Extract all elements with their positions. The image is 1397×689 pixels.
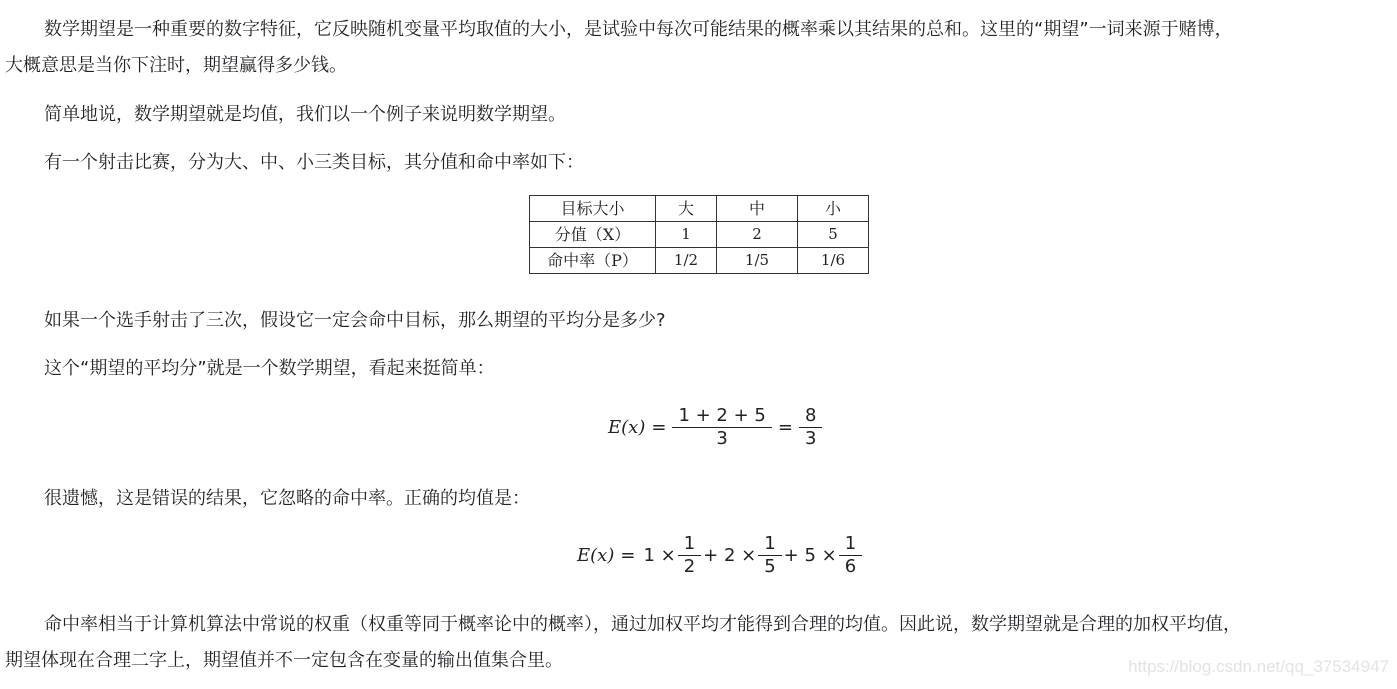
numerator: 1 xyxy=(764,533,776,554)
numerator: 1 + 2 + 5 xyxy=(678,405,766,426)
table-cell: 1/5 xyxy=(717,248,798,274)
fraction xyxy=(802,405,819,450)
paragraph-line: 大概意思是当你下注时，期望赢得多少钱。 xyxy=(5,55,347,76)
equals-sign: = xyxy=(777,417,793,438)
formula-lhs: E(x) xyxy=(608,417,646,438)
table-cell: 1/2 xyxy=(656,248,717,274)
fraction xyxy=(681,533,698,578)
table-cell: 目标大小 xyxy=(530,196,656,222)
table-cell: 大 xyxy=(656,196,717,222)
equals-sign: = xyxy=(651,417,667,438)
denominator: 3 xyxy=(672,427,771,450)
table-row xyxy=(530,248,869,274)
formula-lhs: E(x) xyxy=(577,545,615,566)
paragraph-simple-explanation: 简单地说，数学期望就是均值，我们以一个例子来说明数学期望。 xyxy=(44,104,566,125)
paragraph-correction: 很遗憾，这是错误的结果，它忽略的命中率。正确的均值是： xyxy=(44,488,530,509)
table-cell: 1/6 xyxy=(798,248,869,274)
denominator: 6 xyxy=(839,555,862,578)
fraction xyxy=(675,405,768,450)
denominator: 3 xyxy=(799,427,822,450)
table-cell: 小 xyxy=(798,196,869,222)
paragraph-line: 命中率相当于计算机算法中常说的权重（权重等同于概率论中的概率），通过加权平均才能得到合理的均值。因此说，数学期望就是合理的加权平均值， xyxy=(44,614,1241,635)
fraction xyxy=(842,533,859,578)
table-cell: 5 xyxy=(798,222,869,248)
equals-sign: = xyxy=(620,545,636,566)
numerator: 1 xyxy=(844,533,857,554)
score-table xyxy=(529,195,869,274)
table-row xyxy=(530,222,869,248)
table-header-row xyxy=(530,196,869,222)
paragraph-example-intro: 有一个射击比赛，分为大、中、小三类目标，其分值和命中率如下： xyxy=(44,152,584,173)
table-cell: 分值（X） xyxy=(530,222,656,248)
term: + 5 × xyxy=(783,545,837,566)
paragraph-definition xyxy=(5,12,1390,84)
term: 1 × xyxy=(643,545,676,566)
denominator: 5 xyxy=(758,555,781,578)
term: + 2 × xyxy=(703,545,757,566)
denominator: 2 xyxy=(678,555,701,578)
formula-weighted-mean xyxy=(577,533,862,578)
paragraph-question: 如果一个选手射击了三次，假设它一定会命中目标，那么期望的平均分是多少? xyxy=(44,310,666,331)
watermark: https://blog.csdn.net/qq_37534947 xyxy=(1128,657,1389,676)
paragraph-naive-answer: 这个“期望的平均分”就是一个数学期望，看起来挺简单： xyxy=(44,358,495,379)
fraction xyxy=(761,533,778,578)
numerator: 1 xyxy=(683,533,696,554)
table-cell: 1 xyxy=(656,222,717,248)
paragraph-line: 数学期望是一种重要的数字特征，它反映随机变量平均取值的大小，是试验中每次可能结果的概率乘以其结果的总和。这里的“期望”一词来源于赌博， xyxy=(44,19,1233,40)
formula-naive-mean xyxy=(608,405,822,450)
table-cell: 2 xyxy=(717,222,798,248)
table-cell: 中 xyxy=(717,196,798,222)
table-cell: 命中率（P） xyxy=(530,248,656,274)
paragraph-line: 期望体现在合理二字上，期望值并不一定包含在变量的输出值集合里。 xyxy=(5,650,563,671)
numerator: 8 xyxy=(804,405,817,426)
